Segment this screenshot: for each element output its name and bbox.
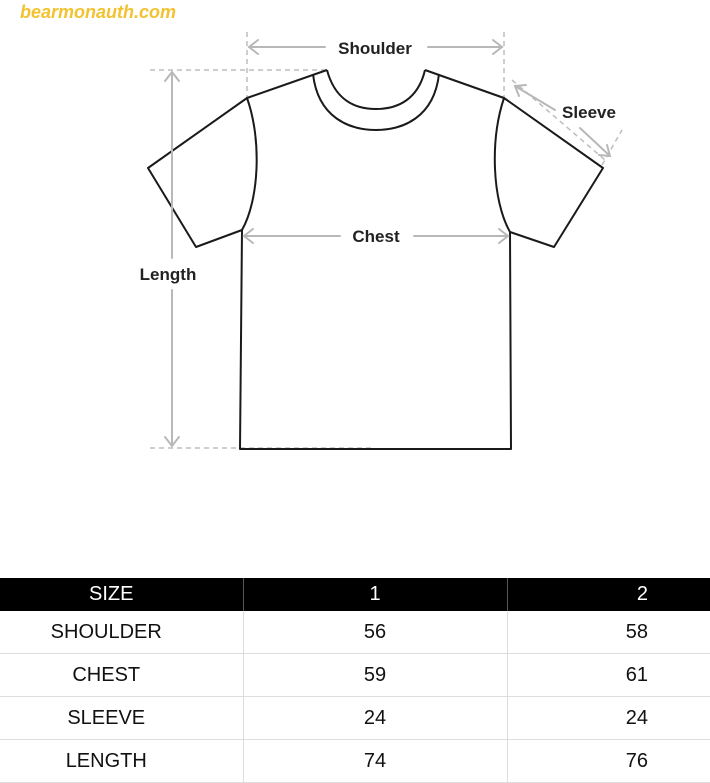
header-size-2: 2 <box>507 578 710 611</box>
sleeve-label: Sleeve <box>562 103 616 122</box>
shoulder-label: Shoulder <box>338 39 412 58</box>
watermark: bearmonauth.com <box>20 2 177 22</box>
chest-label: Chest <box>352 227 400 246</box>
cell-value: 58 <box>507 611 710 654</box>
table-row <box>0 697 710 740</box>
row-label-chest: CHEST <box>0 654 243 697</box>
size-chart-table <box>0 578 710 783</box>
row-label-shoulder: SHOULDER <box>0 611 243 654</box>
cell-value: 56 <box>243 611 507 654</box>
table-header-row <box>0 578 710 611</box>
cell-value: 24 <box>243 697 507 740</box>
left-armhole <box>242 98 257 230</box>
cell-value: 59 <box>243 654 507 697</box>
header-size-1: 1 <box>243 578 507 611</box>
cell-value: 76 <box>507 740 710 783</box>
table-row <box>0 654 710 697</box>
table-row <box>0 611 710 654</box>
right-armhole <box>495 98 510 232</box>
table-row <box>0 740 710 783</box>
length-label: Length <box>139 265 197 284</box>
row-label-length: LENGTH <box>0 740 243 783</box>
header-size: SIZE <box>0 578 243 611</box>
cell-value: 24 <box>507 697 710 740</box>
cell-value: 61 <box>507 654 710 697</box>
collar-inner <box>327 70 425 109</box>
cell-value: 74 <box>243 740 507 783</box>
row-label-sleeve: SLEEVE <box>0 697 243 740</box>
tshirt-outline <box>148 70 603 449</box>
